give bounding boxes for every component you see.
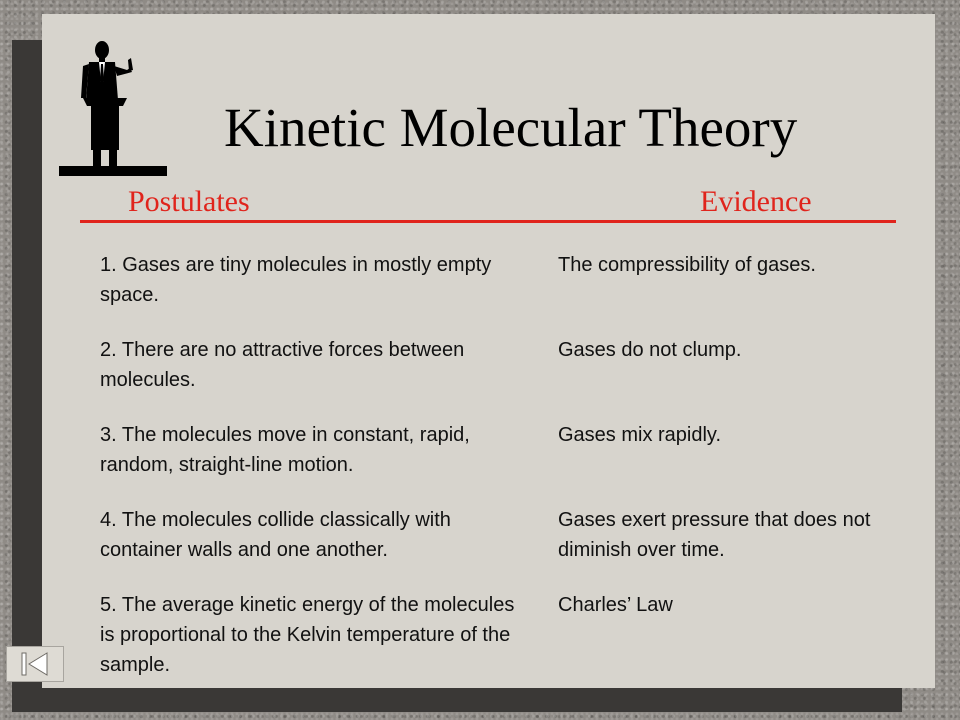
evidence-text: Gases do not clump. bbox=[558, 339, 742, 361]
postulate-text: 2. There are no attractive forces between molecules. bbox=[100, 339, 465, 391]
evidence-text: Charles’ Law bbox=[558, 594, 673, 616]
first-slide-button[interactable] bbox=[6, 646, 64, 682]
evidence-text: The compressibility of gases. bbox=[558, 254, 816, 276]
postulate-text: 5. The average kinetic energy of the molecules is proportional to the Kelvin temperature of the sample. bbox=[100, 594, 515, 676]
evidence-text: Gases exert pressure that does not diminish over time. bbox=[558, 509, 871, 561]
evidence-text: Gases mix rapidly. bbox=[558, 424, 722, 446]
postulate-text: 3. The molecules move in constant, rapid, random, straight-line motion. bbox=[100, 424, 470, 476]
skip-to-first-icon bbox=[7, 647, 63, 681]
column-header-postulates: Postulates bbox=[128, 185, 250, 218]
slide-title: Kinetic Molecular Theory bbox=[224, 97, 798, 158]
postulate-text: 4. The molecules collide classically with container walls and one another. bbox=[100, 509, 451, 561]
header-divider bbox=[80, 220, 896, 223]
speaker-at-podium-icon bbox=[55, 40, 170, 178]
column-header-evidence: Evidence bbox=[700, 185, 812, 218]
postulate-text: 1. Gases are tiny molecules in mostly empty space. bbox=[100, 254, 492, 306]
